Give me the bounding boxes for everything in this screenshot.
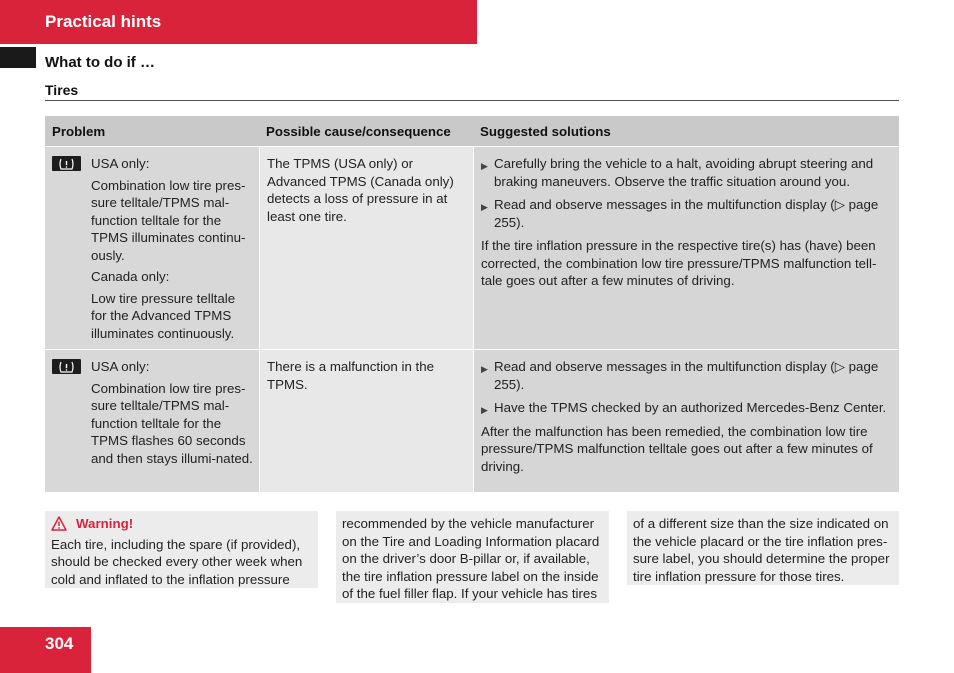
warning-continuation bbox=[627, 511, 899, 585]
problem-text: Canada only: bbox=[91, 269, 170, 284]
warning-continuation bbox=[336, 511, 609, 603]
table-row bbox=[45, 350, 899, 492]
tires-table bbox=[45, 116, 899, 492]
cause-cell bbox=[259, 147, 473, 349]
cause-text: There is a malfunction in the TPMS. bbox=[267, 359, 435, 392]
problem-text: Combination low tire pres-sure telltale/TPMS mal-function telltale for the TPMS illuminates continu-ously. bbox=[91, 177, 246, 263]
problem-text: USA only: bbox=[91, 359, 150, 374]
table-row bbox=[45, 146, 899, 349]
solution-step-text: Read and observe messages in the multifunction display (▷ page 255). bbox=[494, 197, 879, 230]
triangle-bullet-icon: ▶ bbox=[481, 202, 488, 212]
cause-cell bbox=[259, 350, 473, 492]
problem-cell bbox=[45, 350, 259, 492]
table-header bbox=[45, 116, 899, 146]
warning-triangle-icon bbox=[51, 516, 67, 531]
column-header-cause: Possible cause/consequence bbox=[266, 124, 451, 139]
warning-text: recommended by the vehicle manufacturer on the Tire and Loading Information placard on the driver’s door B-pillar or, if available, the tire inflation pressure label on the inside of the fuel filler flap. If your vehicle has tires bbox=[342, 516, 600, 601]
divider bbox=[45, 100, 899, 101]
solutions-cell bbox=[473, 350, 899, 492]
page-number: 304 bbox=[45, 634, 74, 653]
problem-cell bbox=[45, 147, 259, 349]
chapter-title: Practical hints bbox=[45, 12, 162, 31]
column-header-solutions: Suggested solutions bbox=[480, 124, 611, 139]
tire-pressure-telltale-icon bbox=[52, 156, 81, 171]
problem-text: USA only: bbox=[91, 156, 150, 171]
subsection-title: Tires bbox=[45, 82, 79, 98]
triangle-bullet-icon: ▶ bbox=[481, 161, 488, 171]
warning-heading: Warning! bbox=[76, 516, 134, 531]
problem-text: Combination low tire pres-sure telltale/TPMS mal-function telltale for the TPMS flashes 60 seconds and then stays illumi-nated. bbox=[91, 380, 253, 466]
solution-step bbox=[481, 155, 893, 196]
warning-text: of a different size than the size indicated on the vehicle placard or the tire inflation pres-sure label, you should determine the proper tire inflation pressure for those tires. bbox=[633, 516, 890, 584]
tire-pressure-telltale-icon bbox=[52, 359, 81, 374]
solution-step-text: Carefully bring the vehicle to a halt, avoiding abrupt steering and braking maneuvers. Observe the traffic situation around you. bbox=[494, 156, 874, 189]
triangle-bullet-icon: ▶ bbox=[481, 364, 488, 374]
solution-step bbox=[481, 196, 893, 237]
solution-step bbox=[481, 358, 893, 399]
solution-note: If the tire inflation pressure in the respective tire(s) has (have) been corrected, the combination low tire pressure/TPMS malfunction tell-tale goes out after a few minutes of driving. bbox=[481, 238, 877, 288]
solution-step bbox=[481, 399, 893, 423]
solution-note: After the malfunction has been remedied, the combination low tire pressure/TPMS malfunction telltale goes out after a few minutes of driving. bbox=[481, 423, 873, 474]
triangle-bullet-icon: ▶ bbox=[481, 405, 488, 415]
column-header-problem: Problem bbox=[52, 124, 106, 139]
solution-step-text: Have the TPMS checked by an authorized Mercedes-Benz Center. bbox=[494, 400, 887, 415]
warning-box bbox=[45, 511, 318, 588]
warning-text: Each tire, including the spare (if provided), should be checked every other week when cold and inflated to the inflation pressure bbox=[51, 536, 303, 587]
cause-text: The TPMS (USA only) or Advanced TPMS (Canada only) detects a loss of pressure in at least one tire. bbox=[267, 156, 454, 224]
solution-step-text: Read and observe messages in the multifunction display (▷ page 255). bbox=[494, 359, 879, 392]
section-title: What to do if … bbox=[45, 54, 155, 71]
section-marker bbox=[0, 47, 36, 68]
problem-text: Low tire pressure telltale for the Advanced TPMS illuminates continuously. bbox=[91, 290, 236, 341]
solutions-cell bbox=[473, 147, 899, 349]
